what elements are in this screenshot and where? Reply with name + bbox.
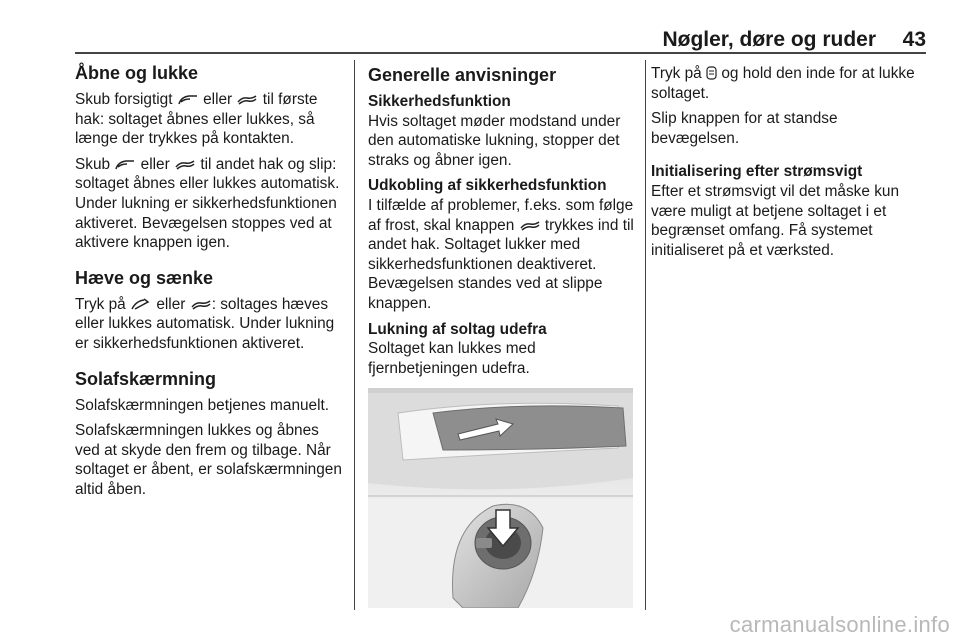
heading-tilt: Hæve og sænke xyxy=(75,267,214,288)
paragraph: Hvis soltaget møder modstand under den automatiske lukning, stopper det straks og åbner igen. xyxy=(368,112,621,169)
paragraph: Solafskærmningen betjenes manuelt. xyxy=(75,396,330,414)
paragraph: I tilfælde af problemer, f.eks. som følge af frost, skal knappen trykkes ind til andet hak. Soltaget lukker med sikkerhedsfunktionen deaktiveret. Bevægelsen standes ved at slippe knappen. xyxy=(368,196,634,312)
heading-open-close: Åbne og lukke xyxy=(75,63,199,83)
sunroof-open-icon xyxy=(177,93,199,106)
heading-general: Generelle anvisninger xyxy=(368,65,557,85)
paragraph: Tryk på og hold den inde for at lukke soltaget. xyxy=(651,65,915,102)
paragraph: Solafskærmningen lukkes og åbnes ved at skyde den frem og tilbage. Når soltaget er åbent, er solafskærmningen altid åben. xyxy=(75,422,342,498)
header-divider xyxy=(75,52,926,54)
column-3 xyxy=(651,64,929,266)
remote-sunroof-button-icon xyxy=(706,66,717,80)
sunroof-close-icon xyxy=(190,298,212,311)
sunroof-tilt-icon xyxy=(130,298,152,311)
paragraph: Skub forsigtigt eller til første hak: soltaget åbnes eller lukkes, så længe der trykkes på kontakten. xyxy=(75,91,318,148)
sunroof-close-icon xyxy=(236,93,258,106)
subheading-safety: Sikkerhedsfunktion xyxy=(368,93,511,110)
sunroof-close-icon xyxy=(174,158,196,171)
subheading-disable-safety: Udkobling af sikkerhedsfunktion xyxy=(368,177,607,195)
subheading-close-outside: Lukning af soltag udefra xyxy=(368,320,547,338)
column-divider xyxy=(645,60,646,610)
sunroof-open-icon xyxy=(114,158,136,171)
column-divider xyxy=(354,60,355,610)
paragraph: Tryk på eller : soltages hæves eller lukkes automatisk. Under lukning er sikkerhedsfunktionen aktiveret. xyxy=(75,295,335,352)
sunroof-key-illustration xyxy=(368,388,633,608)
subheading-initialisation: Initialisering efter strømsvigt xyxy=(651,163,863,181)
page-number: 43 xyxy=(902,28,926,51)
page-header-title: Nøgler, døre og ruder xyxy=(662,28,876,51)
column-1 xyxy=(75,62,345,506)
paragraph: Efter et strømsvigt vil det måske kun være muligt at betjene soltaget i et begrænset omfang. Få systemet initialiseret på et værksted. xyxy=(651,182,900,259)
paragraph: Soltaget kan lukkes med fjernbetjeningen udefra. xyxy=(368,340,536,377)
watermark: carmanualsonline.info xyxy=(729,612,950,637)
column-2 xyxy=(368,64,634,384)
paragraph: Slip knappen for at standse bevægelsen. xyxy=(651,110,838,147)
paragraph: Skub eller til andet hak og slip: soltaget åbnes eller lukkes automatisk. Under lukning er sikkerhedsfunktionen aktiveret. Bevægelsen stoppes ved at aktivere knappen igen. xyxy=(75,155,340,252)
sunroof-close-icon xyxy=(519,219,541,232)
heading-sunshade: Solafskærmning xyxy=(75,368,217,389)
